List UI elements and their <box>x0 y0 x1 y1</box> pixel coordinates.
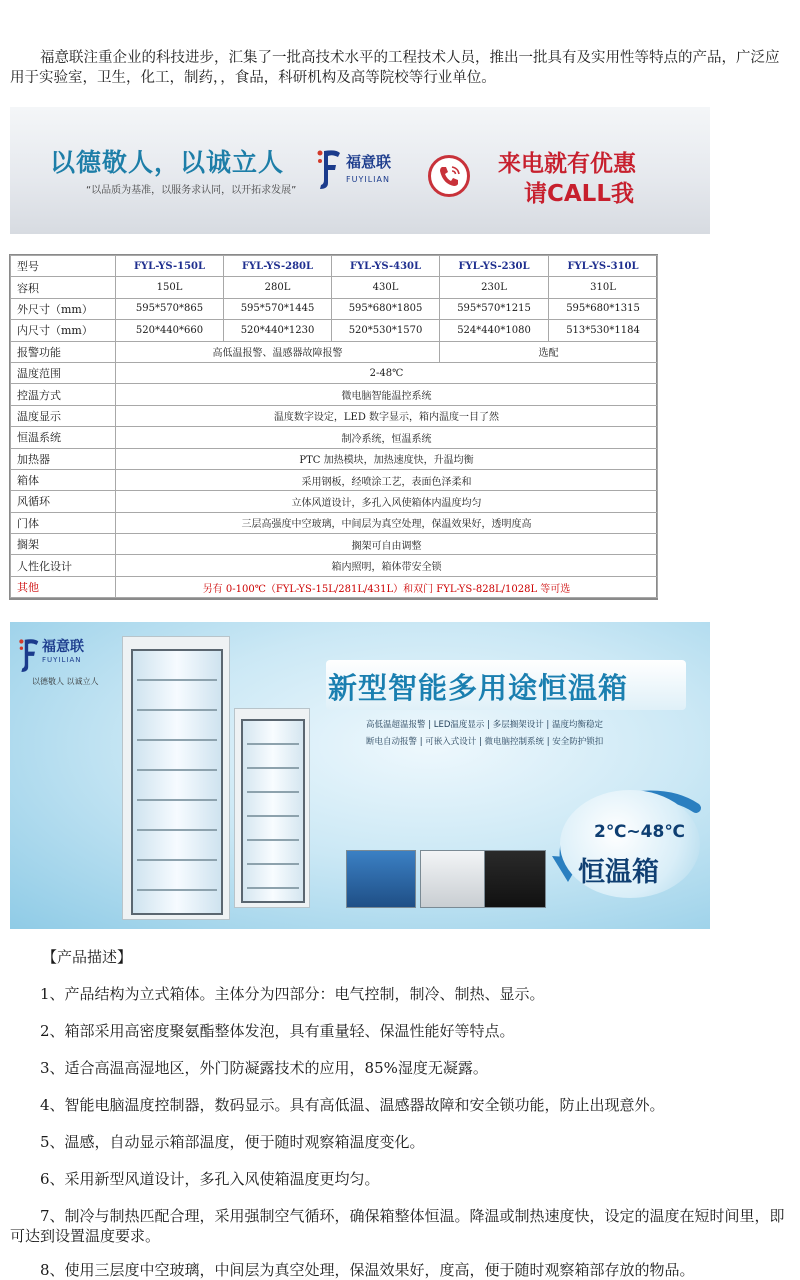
section-title: 【产品描述】 <box>42 948 133 966</box>
list-item: 1、产品结构为立式箱体。主体分为四部分：电气控制，制冷、制热、显示。 <box>40 985 545 1003</box>
row-label: 箱体 <box>11 469 116 490</box>
table-cell: 430L <box>332 277 440 298</box>
model-cell: FYL-YS-230L <box>440 256 549 277</box>
table-cell: 微电脑智能温控系统 <box>116 384 658 405</box>
table-cell: 2-48℃ <box>116 362 658 383</box>
list-item: 2、箱部采用高密度聚氨酯整体发泡，具有重量轻、保温性能好等特点。 <box>40 1022 515 1040</box>
product-title: 新型智能多用途恒温箱 <box>328 671 629 705</box>
list-item: 4、智能电脑温度控制器，数码显示。具有高低温、温感器故障和安全锁功能，防止出现意外。 <box>40 1096 665 1114</box>
table-row-inner-size <box>11 320 658 341</box>
table-cell: 230L <box>440 277 549 298</box>
row-label: 外尺寸（mm） <box>11 298 116 319</box>
table-cell: 制冷系统，恒温系统 <box>116 427 658 448</box>
list-item: 3、适合高温高湿地区，外门防凝露技术的应用，85%湿度无凝露。 <box>40 1059 488 1077</box>
row-label: 内尺寸（mm） <box>11 320 116 341</box>
list-item: 6、采用新型风道设计，多孔入风使箱温度更均匀。 <box>40 1170 380 1188</box>
row-label: 报警功能 <box>11 341 116 362</box>
phone-icon <box>428 155 470 197</box>
shelf <box>137 799 217 801</box>
list-item: 8、使用三层度中空玻璃，中间层为真空处理，保温效果好，度高，便于随时观察箱部存放的物品。 <box>40 1261 695 1279</box>
table-cell: 513*530*1184 <box>549 320 658 341</box>
logo-text-cn: 福意联 <box>346 153 392 171</box>
shelf <box>137 679 217 681</box>
table-cell: 524*440*1080 <box>440 320 549 341</box>
row-label: 门体 <box>11 512 116 533</box>
table-cell: 520*440*1230 <box>224 320 332 341</box>
shelf <box>137 859 217 861</box>
logo-text-en: FUYILIAN <box>346 175 390 184</box>
model-cell: FYL-YS-430L <box>332 256 440 277</box>
table-cell: 搁架可自由调整 <box>116 534 658 555</box>
shelf <box>137 769 217 771</box>
feature-line: 断电自动报警 | 可嵌入式设计 | 微电脑控制系统 | 安全防护锁扣 <box>366 737 604 747</box>
table-cell: PTC 加热模块，加热速度快，升温均衡 <box>116 448 658 469</box>
logo-text-en: FUYILIAN <box>42 656 82 664</box>
table-row-other <box>11 576 658 597</box>
banner-sub-slogan: “以品质为基准，以服务求认同，以开拓求发展” <box>86 185 297 196</box>
control-panel-image <box>346 850 416 908</box>
shelf <box>247 743 299 745</box>
table-cell: 595*680*1805 <box>332 298 440 319</box>
shelf <box>247 863 299 865</box>
glass-door <box>241 719 305 903</box>
table-row <box>11 427 658 448</box>
company-slogan-banner <box>10 107 710 234</box>
table-cell: 采用钢板，经喷涂工艺，表面色泽柔和 <box>116 469 658 490</box>
row-label: 风循环 <box>11 491 116 512</box>
electrical-panel-image <box>484 850 546 908</box>
row-label: 人性化设计 <box>11 555 116 576</box>
shelf <box>247 839 299 841</box>
shelf <box>247 767 299 769</box>
brand-f-icon <box>316 147 342 191</box>
row-label: 温度显示 <box>11 405 116 426</box>
list-item: 7、制冷与制热匹配合理，采用强制空气循环，确保箱整体恒温。降温或制热速度快，设定的温度在短时间里，即可达到设置温度要求。 <box>10 1207 785 1245</box>
tall-incubator-image <box>122 636 230 920</box>
model-cell: FYL-YS-150L <box>116 256 224 277</box>
brand-logo <box>18 636 128 696</box>
row-label: 温度范围 <box>11 362 116 383</box>
table-row <box>11 469 658 490</box>
spec-table <box>10 255 658 598</box>
table-cell: 另有 0-100℃（FYL-YS-15L/281L/431L）和双门 FYL-YS-828L/1028L 等可选 <box>116 576 658 597</box>
table-row <box>11 448 658 469</box>
temp-range: 2℃~48℃ <box>594 822 685 842</box>
row-label: 控温方式 <box>11 384 116 405</box>
table-row-capacity <box>11 277 658 298</box>
row-label: 搁架 <box>11 534 116 555</box>
table-row-alarm <box>11 341 658 362</box>
table-row-outer-size <box>11 298 658 319</box>
table-row-model <box>11 256 658 277</box>
product-banner <box>10 622 710 929</box>
table-cell: 310L <box>549 277 658 298</box>
display-panel-image <box>420 850 486 908</box>
list-item: 5、温感，自动显示箱部温度，便于随时观察箱温度变化。 <box>40 1133 425 1151</box>
row-label: 加热器 <box>11 448 116 469</box>
table-row <box>11 555 658 576</box>
shelf <box>137 829 217 831</box>
table-cell: 150L <box>116 277 224 298</box>
table-cell: 选配 <box>440 341 658 362</box>
small-incubator-image <box>234 708 310 908</box>
badge-product-name: 恒温箱 <box>578 857 659 888</box>
row-label: 容积 <box>11 277 116 298</box>
glass-door <box>131 649 223 915</box>
table-row <box>11 362 658 383</box>
shelf <box>247 887 299 889</box>
table-row <box>11 534 658 555</box>
row-label: 恒温系统 <box>11 427 116 448</box>
model-cell: FYL-YS-280L <box>224 256 332 277</box>
table-cell: 高低温报警、温感器故障报警 <box>116 341 440 362</box>
table-cell: 520*530*1570 <box>332 320 440 341</box>
table-cell: 温度数字设定，LED 数字显示，箱内温度一目了然 <box>116 405 658 426</box>
table-cell: 三层高强度中空玻璃，中间层为真空处理，保温效果好，透明度高 <box>116 512 658 533</box>
promo-text-1: 来电就有优惠 <box>498 151 636 177</box>
shelf <box>137 709 217 711</box>
table-cell: 595*570*865 <box>116 298 224 319</box>
table-cell: 520*440*660 <box>116 320 224 341</box>
logo-text-cn: 福意联 <box>42 639 84 655</box>
banner-slogan: 以德敬人，以诚立人 <box>50 148 285 177</box>
promo-text-2: 请CALL我 <box>524 181 634 207</box>
table-cell: 595*680*1315 <box>549 298 658 319</box>
table-cell: 595*570*1215 <box>440 298 549 319</box>
table-cell: 箱内照明，箱体带安全锁 <box>116 555 658 576</box>
feature-line: 高低温超温报警 | LED温度显示 | 多层搁架设计 | 温度均衡稳定 <box>366 720 603 730</box>
intro-paragraph: 福意联注重企业的科技进步，汇集了一批高技术水平的工程技术人员，推出一批具有及实用性等特点的产品，广泛应用于实验室，卫生，化工，制药，，食品，科研机构及高等院校等行业单位。 <box>10 50 780 86</box>
table-row <box>11 512 658 533</box>
brand-logo <box>316 147 416 199</box>
table-row <box>11 384 658 405</box>
table-cell: 立体风道设计，多孔入风使箱体内温度均匀 <box>116 491 658 512</box>
table-cell: 595*570*1445 <box>224 298 332 319</box>
model-cell: FYL-YS-310L <box>549 256 658 277</box>
brand-f-icon <box>18 636 40 674</box>
row-label: 型号 <box>11 256 116 277</box>
shelf <box>247 815 299 817</box>
shelf <box>247 791 299 793</box>
table-row <box>11 405 658 426</box>
row-label: 其他 <box>11 576 116 597</box>
table-row <box>11 491 658 512</box>
logo-tagline: 以德敬人 以诚立人 <box>32 677 99 686</box>
shelf <box>137 739 217 741</box>
shelf <box>137 889 217 891</box>
table-cell: 280L <box>224 277 332 298</box>
